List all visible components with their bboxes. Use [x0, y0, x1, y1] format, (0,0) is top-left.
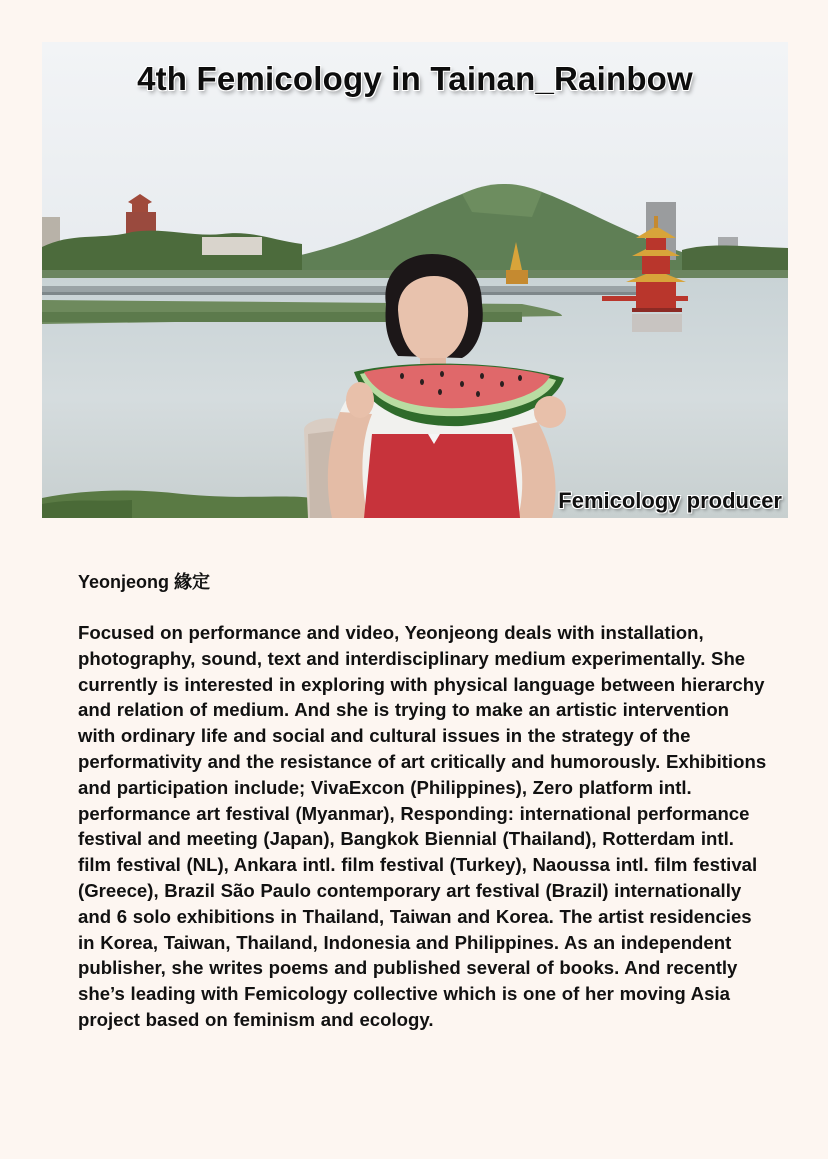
lake-landscape-with-pagoda-and-watermelon-photo [42, 42, 788, 518]
performance-photo [42, 42, 788, 518]
artist-biography: Focused on performance and video, Yeonjeong deals with installation, photography, sound, text and interdisciplinary medium experimentally. She currently is interested in exploring with physical language between hierarchy and relation of medium. And she is trying to make an artistic intervention with ordinary life and social and cultural issues in the strategy of the performativity and the resistance of art critically and humorously. Exhibitions and participation include; VivaExcon (Philippines), Zero platform intl. performance art festival (Myanmar), Responding: international performance festival and meeting (Japan), Bangkok Biennial (Thailand), Rotterdam intl. film festival (NL), Ankara intl. film festival (Turkey), Naoussa intl. film festival (Greece), Brazil São Paulo contemporary art festival (Brazil) internationally and 6 solo exhibitions in Thailand, Taiwan and Korea. The artist residencies in Korea, Taiwan, Thailand, Indonesia and Philippines. As an independent publisher, she writes poems and published several of books. And recently she’s leading with Femicology collective which is one of her moving Asia project based on feminism and ecology. [78, 622, 767, 1030]
photo-caption: Femicology producer [558, 488, 782, 513]
event-title: 4th Femicology in Tainan_Rainbow [137, 60, 693, 97]
artist-name: Yeonjeong 緣定 [78, 572, 211, 592]
